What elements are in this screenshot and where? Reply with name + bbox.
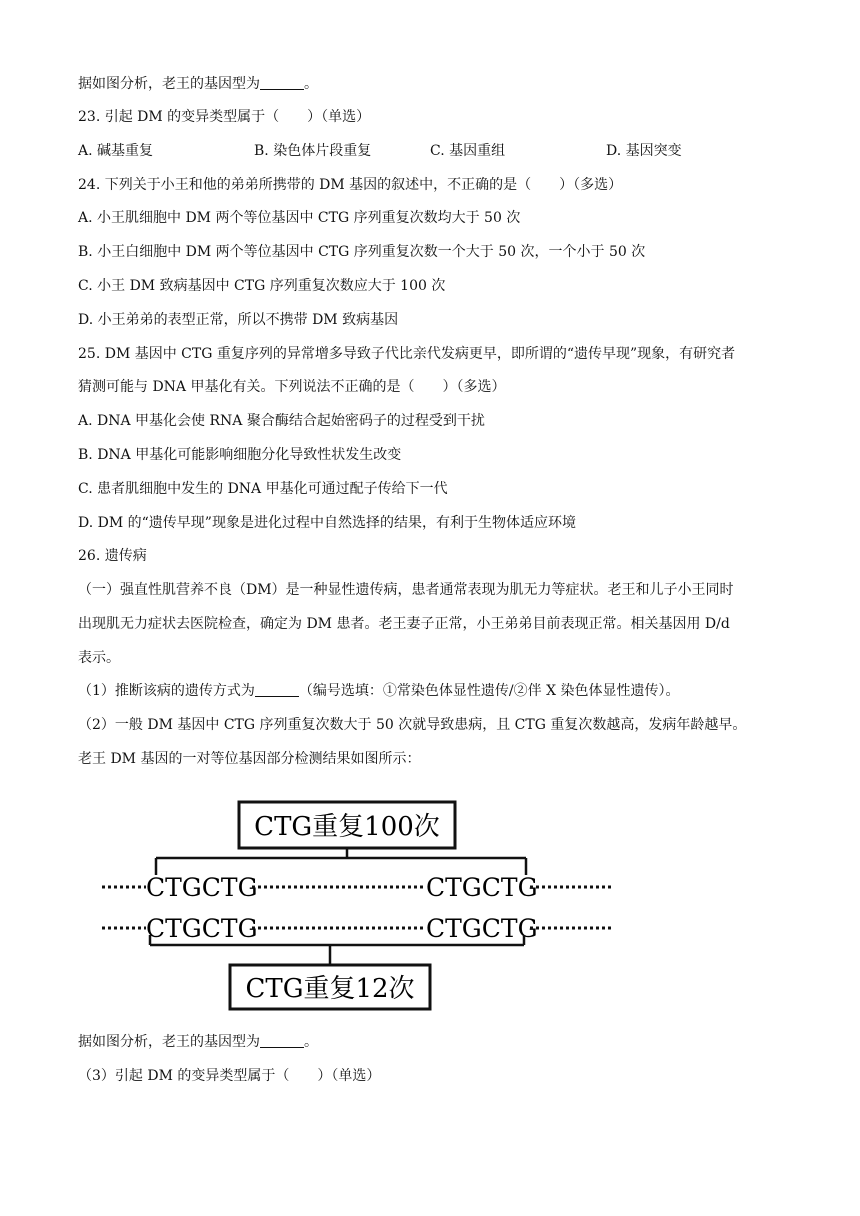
- q22-answer-prefix: 据如图分析，老王的基因型为: [78, 76, 260, 92]
- q24-option-a[interactable]: A. 小王肌细胞中 DM 两个等位基因中 CTG 序列重复次数均大于 50 次: [78, 210, 521, 226]
- q26-genotype-suffix: 。: [304, 1034, 318, 1050]
- bottom-label: CTG重复12次: [245, 974, 415, 1004]
- q25-option-b[interactable]: B. DNA 甲基化可能影响细胞分化导致性状发生改变: [78, 447, 402, 463]
- q26-part1-suffix: （编号选填：①常染色体显性遗传/②伴 X 染色体显性遗传）。: [298, 683, 680, 699]
- q26-genotype-prefix: 据如图分析，老王的基因型为: [78, 1034, 260, 1050]
- q25-stem-line2: 猜测可能与 DNA 甲基化有关。下列说法不正确的是（ ）（多选）: [78, 379, 506, 395]
- q25-option-d[interactable]: D. DM 的“遗传早现”现象是进化过程中自然选择的结果，有利于生物体适应环境: [78, 515, 576, 531]
- q22-answer-line: [78, 74, 318, 94]
- strand1-right-sequence: CTGCTG: [426, 873, 538, 902]
- top-label: CTG重复100次: [254, 812, 440, 842]
- q24-option-d[interactable]: D. 小王弟弟的表型正常，所以不携带 DM 致病基因: [78, 312, 399, 328]
- dna-strand-2: [102, 914, 614, 943]
- q24-option-c[interactable]: C. 小王 DM 致病基因中 CTG 序列重复次数应大于 100 次: [78, 278, 446, 294]
- q25-stem-line1: 25. DM 基因中 CTG 重复序列的异常增多导致子代比亲代发病更早，即所谓的“遗传早现”现象，有研究者: [78, 346, 736, 362]
- q26-intro-line2: 出现肌无力症状去医院检查，确定为 DM 患者。老王妻子正常，小王弟弟目前表现正常。相关基因用 D/d: [78, 616, 730, 632]
- strand1-left-sequence: CTGCTG: [146, 873, 258, 902]
- answer-blank[interactable]: [260, 75, 304, 90]
- q26-title: 26. 遗传病: [78, 548, 147, 564]
- q26-intro-line1: （一）强直性肌营养不良（DM）是一种显性遗传病，患者通常表现为肌无力等症状。老王和儿子小王同时: [78, 582, 734, 598]
- strand2-right-sequence: CTGCTG: [426, 914, 538, 943]
- q25-option-a[interactable]: A. DNA 甲基化会使 RNA 聚合酶结合起始密码子的过程受到干扰: [78, 413, 485, 429]
- dna-strand-1: [102, 873, 614, 902]
- q26-genotype-line: [78, 1032, 318, 1052]
- q26-intro-line3: 表示。: [78, 650, 120, 666]
- q26-part2-line2: 老王 DM 基因的一对等位基因部分检测结果如图所示：: [78, 751, 421, 767]
- q22-answer-suffix: 。: [304, 76, 318, 92]
- q23-stem: 23. 引起 DM 的变异类型属于（ ）（单选）: [78, 109, 371, 125]
- q23-option-d[interactable]: D. 基因突变: [606, 143, 682, 159]
- answer-blank[interactable]: [260, 1033, 304, 1048]
- strand2-left-sequence: CTGCTG: [146, 914, 258, 943]
- q23-option-b[interactable]: B. 染色体片段重复: [254, 143, 372, 159]
- q23-option-a[interactable]: A. 碱基重复: [78, 143, 154, 159]
- q25-option-c[interactable]: C. 患者肌细胞中发生的 DNA 甲基化可通过配子传给下一代: [78, 481, 448, 497]
- q26-part1-prefix: （1）推断该病的遗传方式为: [78, 683, 255, 699]
- answer-blank[interactable]: [255, 682, 299, 697]
- dm-gene-figure: [96, 795, 620, 1013]
- q24-option-b[interactable]: B. 小王白细胞中 DM 两个等位基因中 CTG 序列重复次数一个大于 50 次，一个小于 50 次: [78, 244, 646, 260]
- q26-part1: [78, 681, 680, 701]
- q23-option-c[interactable]: C. 基因重组: [430, 143, 506, 159]
- q24-stem: 24. 下列关于小王和他的弟弟所携带的 DM 基因的叙述中，不正确的是（ ）（多选）: [78, 177, 623, 193]
- q26-part3: （3）引起 DM 的变异类型属于（ ）（单选）: [78, 1068, 381, 1084]
- q26-part2-line1: （2）一般 DM 基因中 CTG 序列重复次数大于 50 次就导致患病，且 CTG 重复次数越高，发病年龄越早。: [78, 717, 747, 733]
